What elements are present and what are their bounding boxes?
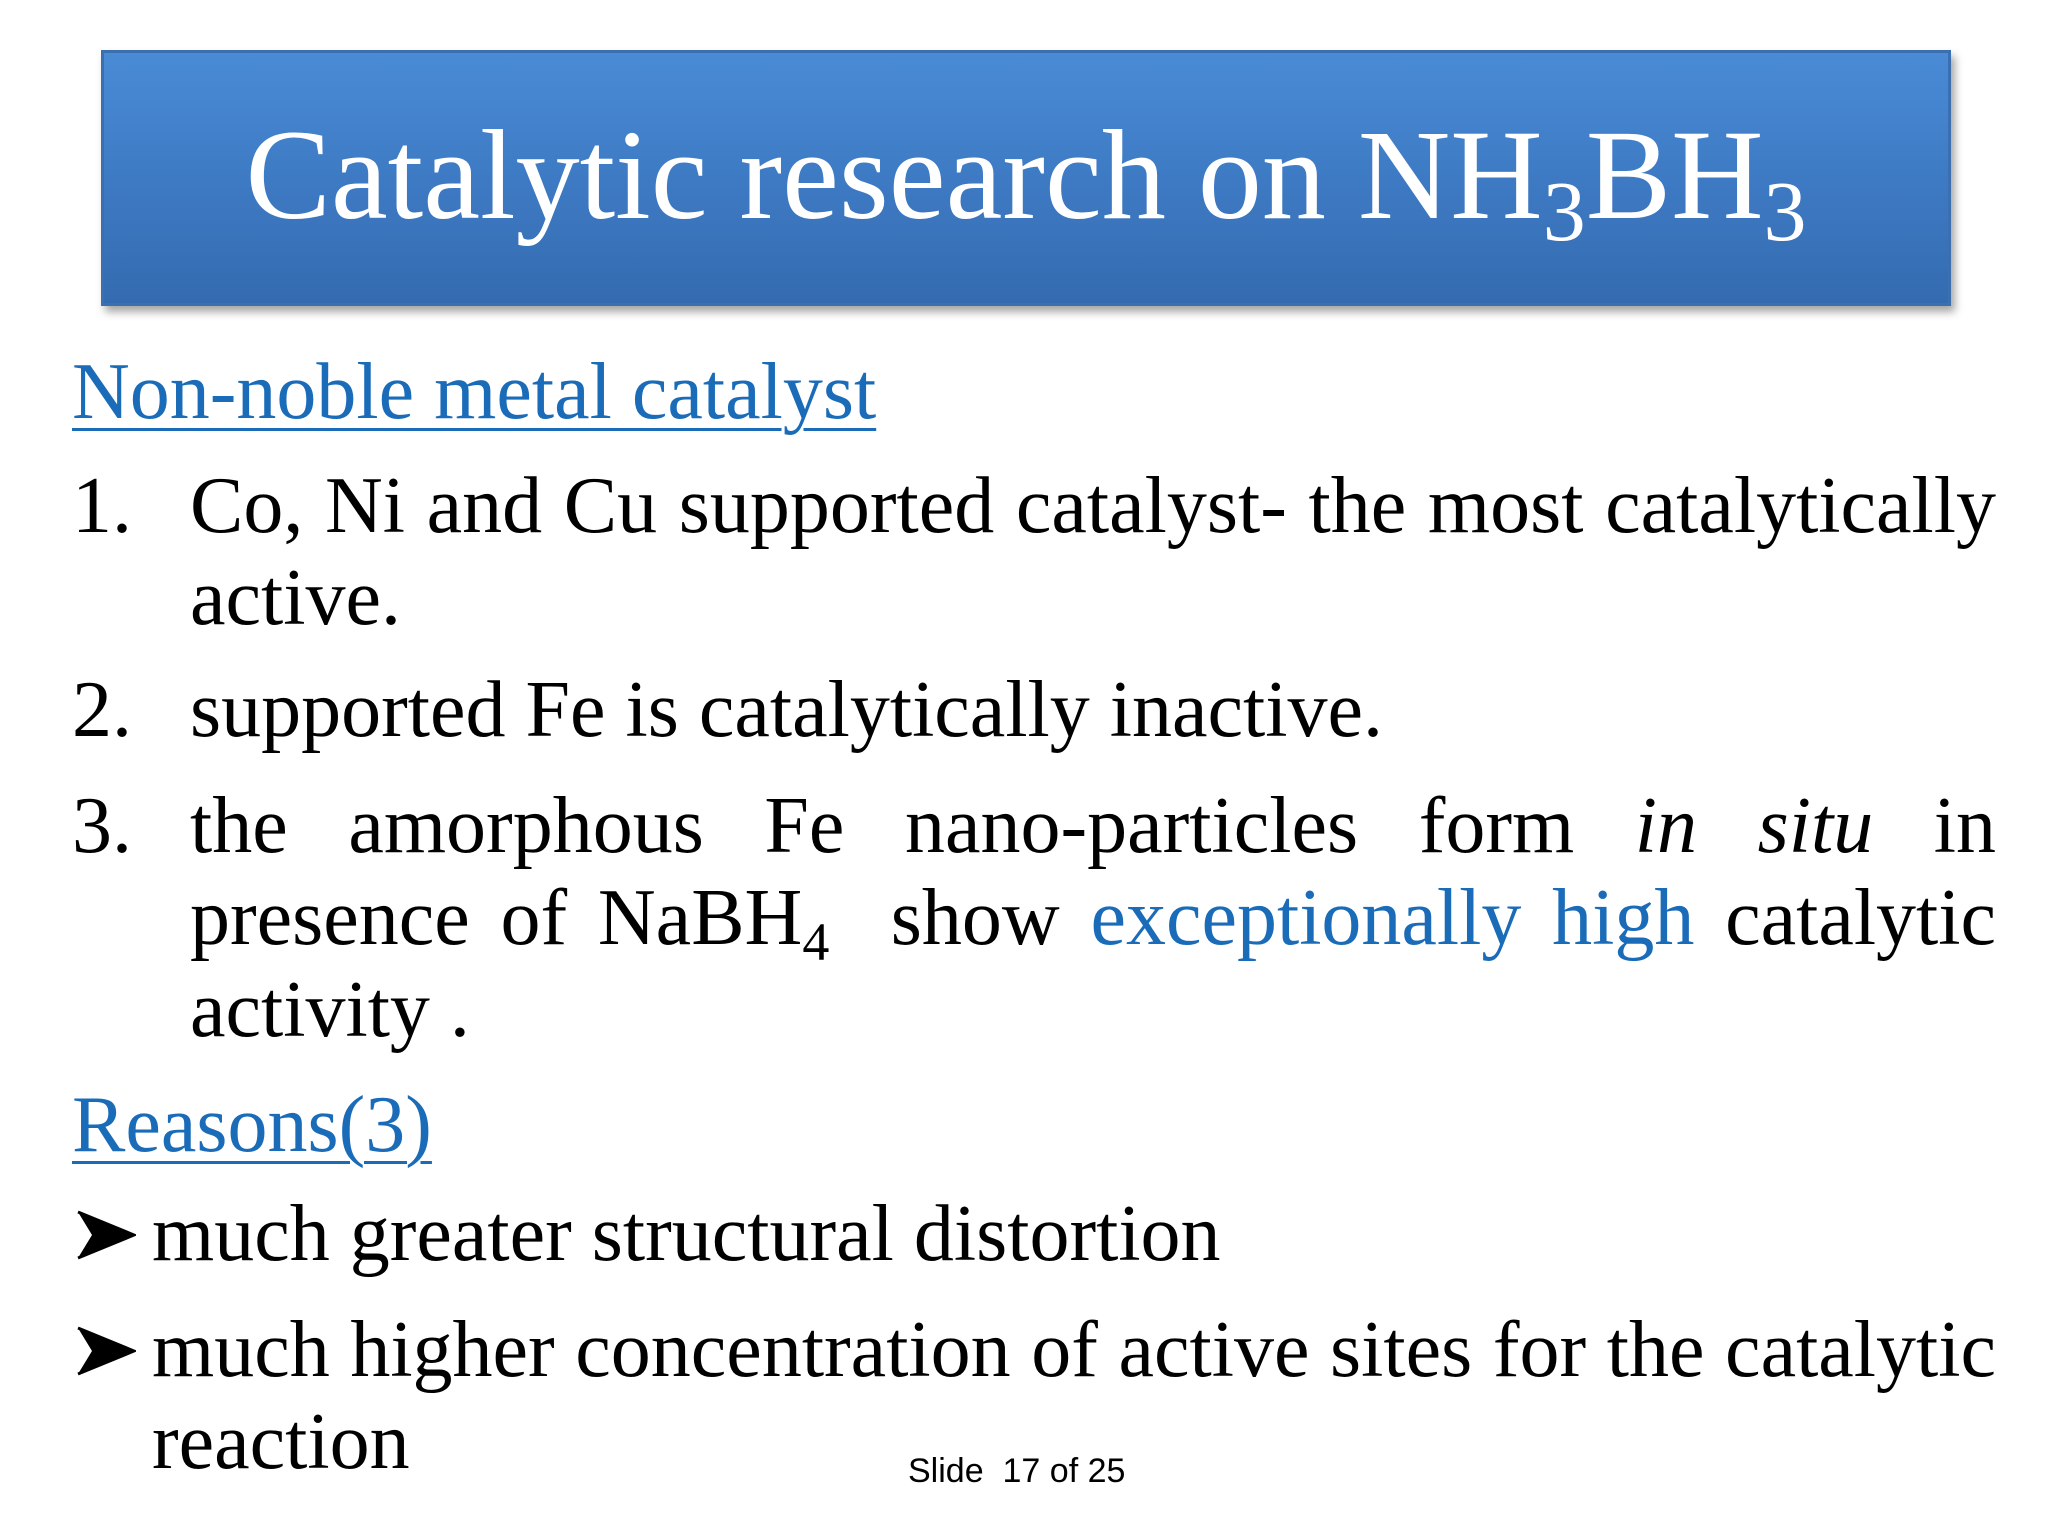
item3-text-part2: in presence of NaBH: [190, 782, 1997, 962]
list-item: [72, 780, 1996, 1056]
item3-highlight: exceptionally high: [1090, 874, 1695, 962]
list-item-number: 1.: [72, 462, 132, 550]
section-heading-reasons: Reasons(3): [72, 1081, 432, 1169]
slide-title: [245, 104, 1807, 259]
slide-counter: [908, 1452, 1125, 1491]
list-item: [72, 664, 1996, 756]
bullet-item: [72, 1188, 1996, 1280]
bullet-item-text: much higher concentration of active sites for the catalytic reaction: [152, 1306, 1996, 1486]
arrowhead-bullet-icon-svg: [76, 1326, 136, 1376]
list-item-text: [190, 780, 1996, 1056]
item3-text-part1: the amorphous Fe nano-particles form: [190, 782, 1635, 870]
title-main: Catalytic research on NH: [245, 104, 1543, 246]
arrowhead-bullet-icon: [72, 1304, 148, 1396]
title-subscript-1: 3: [1542, 163, 1586, 259]
list-item: [72, 460, 1996, 644]
arrowhead-bullet-icon-svg: [76, 1210, 136, 1260]
title-subscript-2: 3: [1763, 163, 1807, 259]
list-item-number: 2.: [72, 666, 132, 754]
slide-counter-of: of: [1049, 1452, 1079, 1490]
item3-subscript: 4: [802, 912, 830, 972]
slide-counter-total: 25: [1087, 1452, 1126, 1490]
title-mid: BH: [1585, 104, 1764, 246]
item3-text-part3: show: [829, 874, 1091, 962]
arrowhead-bullet-icon: [72, 1188, 148, 1280]
section-heading-non-noble: Non-noble metal catalyst: [72, 348, 877, 436]
list-item-text: supported Fe is catalytically inactive.: [190, 666, 1383, 754]
slide-counter-current: 17: [1002, 1452, 1041, 1490]
item3-text-part4: catalytic activity .: [190, 874, 1997, 1054]
bullet-item-text: much greater structural distortion: [152, 1190, 1221, 1278]
item3-italic-in-situ: in situ: [1634, 782, 1874, 870]
list-item-number: 3.: [72, 782, 132, 870]
list-item-text: Co, Ni and Cu supported catalyst- the most catalytically active.: [190, 462, 1996, 642]
title-banner: [101, 50, 1951, 306]
slide-counter-label: Slide: [908, 1452, 984, 1490]
